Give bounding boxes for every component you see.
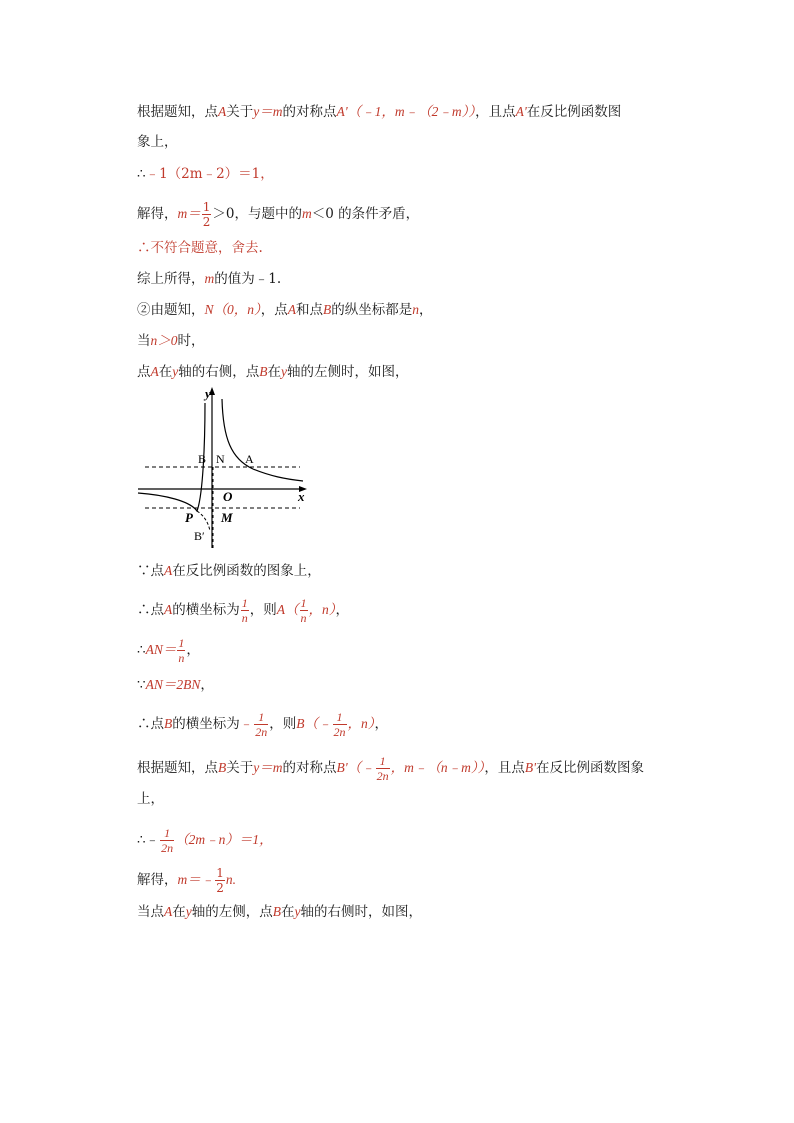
denominator: 2n: [333, 725, 346, 739]
text-line-4: [137, 200, 419, 229]
text: ∵: [137, 677, 146, 693]
math-expr: AN＝: [145, 642, 177, 657]
text-line-18: [137, 866, 236, 895]
denominator: n: [178, 651, 185, 665]
math-expr: y＝m: [253, 760, 283, 775]
numerator: 1: [376, 754, 390, 769]
numerator: 1: [254, 710, 268, 725]
text-line-8: [137, 332, 205, 350]
text: 的纵坐标都是: [331, 302, 413, 318]
label-N: N: [216, 452, 225, 466]
text: 和点: [296, 302, 324, 318]
text: 当: [137, 333, 151, 349]
text: 象上，: [137, 134, 178, 150]
math-expr: ﹣1（2m﹣2）＝1，: [145, 166, 274, 182]
text-line-11: [137, 596, 349, 625]
text: 的值为﹣1.: [214, 271, 282, 287]
label-O: O: [223, 489, 233, 504]
text-line-5: [137, 239, 263, 257]
math-var: m: [301, 206, 312, 221]
label-M: M: [221, 510, 233, 525]
text: ，: [186, 642, 200, 658]
text: ，且点: [475, 104, 516, 120]
text: 上，: [137, 791, 164, 807]
text: 点: [137, 364, 151, 380]
fraction: [376, 754, 390, 783]
text-line-2: [137, 133, 178, 151]
text: 在反比例函数的图象上，: [172, 563, 321, 579]
math-expr: ，n）: [347, 716, 375, 731]
math-var: A: [164, 563, 173, 578]
math-expr: ，m﹣（n﹣m））: [390, 760, 485, 775]
text-line-7: [137, 301, 433, 319]
numerator: 1: [300, 596, 307, 610]
text: 的对称点: [282, 760, 337, 776]
text-line-6: [137, 270, 281, 288]
math-var: A': [515, 104, 527, 119]
text-line-9: [137, 363, 409, 381]
text: 轴的右侧，点: [178, 364, 260, 380]
dashed-curve-bprime: [197, 511, 210, 531]
text: 的横坐标为: [172, 716, 240, 732]
denominator: 2n: [376, 769, 389, 783]
label-P: P: [185, 510, 193, 525]
text: 在: [267, 364, 281, 380]
text: ，: [374, 716, 388, 732]
math-expr: （2m﹣n）＝1，: [175, 832, 273, 847]
text: 解得，: [137, 872, 178, 888]
text: 时，: [177, 333, 205, 349]
text: ，点: [260, 302, 288, 318]
denominator: 2n: [161, 841, 174, 855]
math-expr: B'（﹣: [336, 760, 375, 775]
fraction: [254, 710, 268, 739]
numerator: 1: [202, 200, 211, 214]
text: ，: [335, 602, 349, 618]
math-var: n: [412, 302, 420, 317]
math-expr: m＝: [177, 206, 201, 221]
denominator: 2: [216, 881, 224, 895]
label-Bprime: B′: [194, 529, 205, 543]
text-line-10: [137, 562, 321, 580]
text: ∴点: [137, 602, 164, 618]
math-var: y: [281, 364, 287, 379]
text: 在: [281, 904, 295, 920]
label-y: y: [205, 386, 211, 401]
math-sign: ﹣: [239, 716, 254, 732]
denominator: 2: [202, 215, 211, 229]
text: ，且点: [484, 760, 525, 776]
math-var: A: [164, 904, 173, 919]
label-A: A: [245, 452, 254, 466]
text: ②由题知，: [137, 302, 205, 318]
math-expr: AN＝2BN: [145, 677, 201, 692]
text: 解得，: [137, 206, 178, 222]
fraction: [215, 866, 225, 895]
math-expr: n.: [225, 872, 237, 887]
text: 轴的左侧时，如图，: [287, 364, 409, 380]
text-line-12: [137, 636, 200, 665]
text: 当点: [137, 904, 164, 920]
math-expr: A（: [276, 602, 299, 617]
text: 在反比例函数图: [526, 104, 622, 120]
text: 在: [172, 904, 186, 920]
math-var: B: [218, 760, 227, 775]
text: ，: [419, 302, 433, 318]
numerator: 1: [241, 596, 248, 610]
text-line-14: [137, 710, 388, 739]
text-line-17: [137, 826, 273, 855]
text-line-16: [137, 790, 164, 808]
text: ∴点: [137, 716, 164, 732]
text: 轴的左侧，点: [191, 904, 273, 920]
text: 轴的右侧时，如图，: [300, 904, 422, 920]
text: 的对称点: [282, 104, 337, 120]
text: ，则: [249, 602, 277, 618]
math-var: A: [150, 364, 159, 379]
text-line-3: [137, 165, 274, 183]
label-x: x: [298, 489, 305, 504]
hyperbola-right-branch: [222, 399, 303, 481]
fraction: [202, 200, 212, 229]
math-expr: m＝﹣: [177, 872, 215, 887]
text: 在反比例函数图象: [536, 760, 645, 776]
numerator: 1: [333, 710, 347, 725]
text: ∴﹣: [137, 832, 160, 848]
text: ，则: [269, 716, 297, 732]
math-var: B: [323, 302, 332, 317]
numerator: 1: [160, 826, 174, 841]
text: ∴: [137, 166, 146, 182]
text: ∵点: [137, 563, 164, 579]
fraction: [300, 596, 308, 625]
math-var: A: [218, 104, 227, 119]
math-var: B: [272, 904, 281, 919]
math-expr: ，n）: [308, 602, 336, 617]
denominator: n: [241, 611, 248, 625]
math-var: y: [185, 904, 192, 919]
math-var: B: [164, 716, 173, 731]
math-var: A: [164, 602, 173, 617]
text: 综上所得，: [137, 271, 205, 287]
numerator: 1: [178, 636, 185, 650]
text-line-1: [137, 103, 621, 121]
text: ∴: [137, 642, 146, 658]
fraction: [333, 710, 347, 739]
text: 的横坐标为: [172, 602, 240, 618]
math-expr: y＝m: [253, 104, 283, 119]
fraction: [241, 596, 249, 625]
math-var: B': [524, 760, 537, 775]
hyperbola-figure: [135, 383, 310, 553]
denominator: n: [300, 611, 307, 625]
numerator: 1: [216, 866, 224, 880]
text: 在: [158, 364, 173, 380]
text: ，: [200, 677, 214, 693]
math-expr: A'（﹣1，m﹣（2﹣m））: [336, 104, 476, 119]
text-line-19: [137, 903, 422, 921]
fraction: [160, 826, 174, 855]
text-line-15: [137, 754, 644, 783]
math-var: y: [172, 364, 179, 379]
math-expr: B（﹣: [296, 716, 332, 731]
math-var: A: [287, 302, 297, 317]
text: 根据题知，点: [137, 104, 218, 120]
text: 关于: [226, 104, 254, 120]
math-expr: n＞0: [150, 333, 178, 348]
hyperbola-left-branch: [138, 403, 205, 511]
text: 根据题知，点: [137, 760, 218, 776]
text: ∴不符合题意，舍去.: [137, 240, 263, 256]
text: 关于: [226, 760, 254, 776]
math-expr: N（0，n）: [204, 302, 261, 317]
math-var: B: [259, 364, 268, 379]
math-var: m: [204, 271, 215, 286]
text-line-13: [137, 676, 214, 694]
text: ＞0，与题中的: [212, 206, 302, 222]
math-var: y: [294, 904, 301, 919]
fraction: [177, 636, 185, 665]
text: ＜0 的条件矛盾，: [311, 206, 420, 222]
denominator: 2n: [255, 725, 268, 739]
label-B: B: [198, 452, 207, 466]
